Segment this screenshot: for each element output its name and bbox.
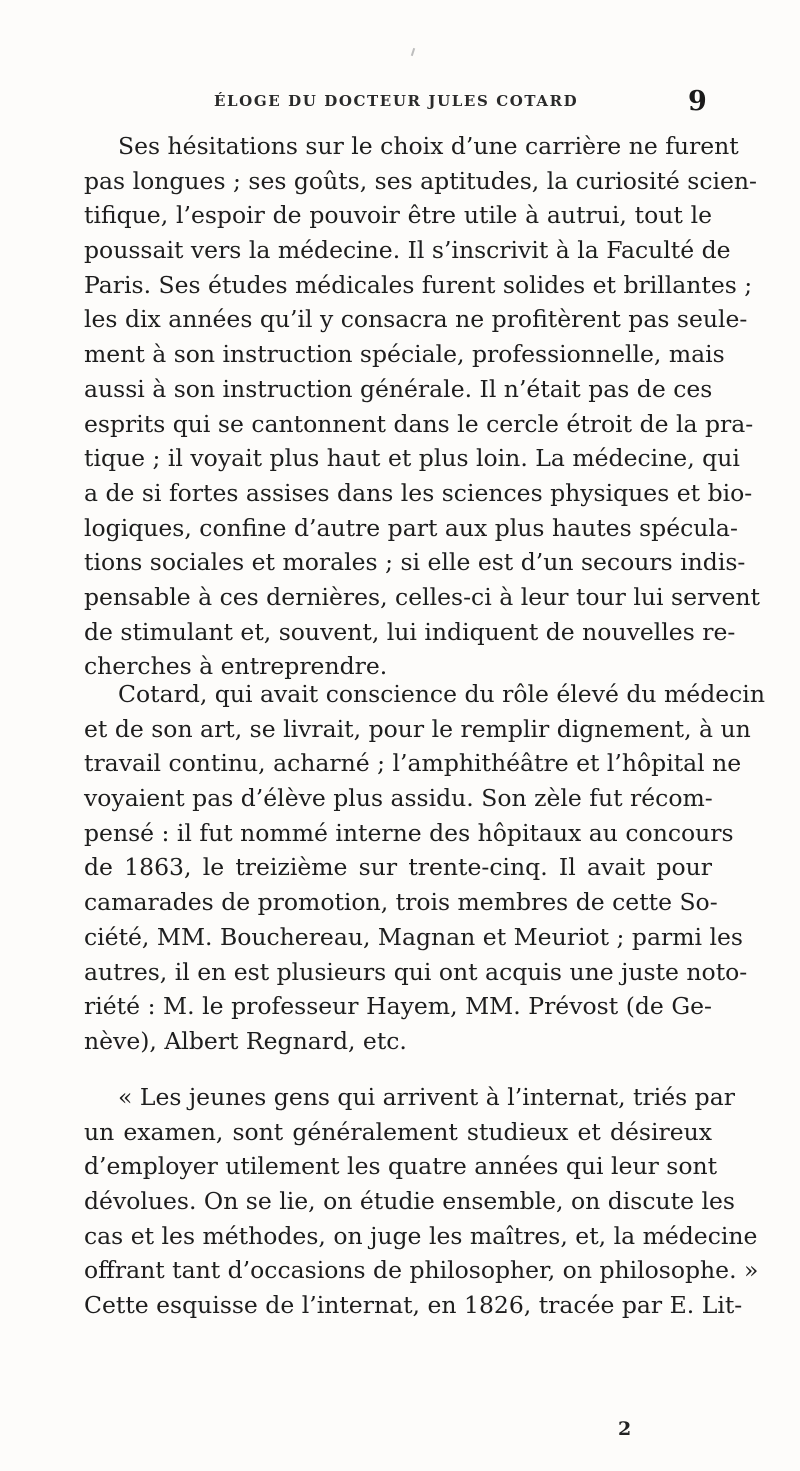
- text-line: logiques, confine d’autre part aux plus hautes spécula-: [84, 513, 738, 542]
- text-line: dévolues. On se lie, on étudie ensemble, on discute les: [84, 1187, 735, 1216]
- paragraph-3: [84, 1080, 759, 1323]
- running-title: ÉLOGE DU DOCTEUR JULES COTARD: [214, 92, 579, 110]
- text-line: Paris. Ses études médicales furent solides et brillantes ;: [84, 270, 753, 299]
- text-line: esprits qui se cantonnent dans le cercle étroit de la pra-: [84, 409, 754, 438]
- text-line: pas longues ; ses goûts, ses aptitudes, la curiosité scien-: [84, 166, 757, 195]
- text-line: les dix années qu’il y consacra ne profitèrent pas seule-: [84, 305, 748, 334]
- text-line: tions sociales et morales ; si elle est d’un secours indis-: [84, 548, 746, 577]
- text-line: cas et les méthodes, on juge les maîtres, et, la médecine: [84, 1221, 758, 1250]
- text-line: et de son art, se livrait, pour le remplir dignement, à un: [84, 714, 751, 743]
- text-line: nève), Albert Regnard, etc.: [84, 1026, 407, 1055]
- paragraph-2: [84, 677, 765, 1059]
- text-line: un examen, sont généralement studieux et désireux: [84, 1117, 712, 1146]
- signature-mark: 2: [618, 1418, 632, 1440]
- text-line: autres, il en est plusieurs qui ont acquis une juste noto-: [84, 957, 748, 986]
- text-line: Cotard, qui avait conscience du rôle élevé du médecin: [118, 680, 765, 708]
- text-line: Ses hésitations sur le choix d’une carrière ne furent: [118, 132, 739, 160]
- paragraph-1: [84, 129, 760, 684]
- text-line: camarades de promotion, trois membres de cette So-: [84, 888, 718, 917]
- text-line: tifique, l’espoir de pouvoir être utile à autrui, tout le: [84, 201, 712, 230]
- text-line: pensable à ces dernières, celles-ci à leur tour lui servent: [84, 582, 760, 611]
- text-line: de 1863, le treizième sur trente-cinq. Il avait pour: [84, 853, 712, 882]
- text-line: ciété, MM. Bouchereau, Magnan et Meuriot ; parmi les: [84, 922, 743, 951]
- text-line: voyaient pas d’élève plus assidu. Son zèle fut récom-: [84, 784, 713, 813]
- text-line: a de si fortes assises dans les sciences physiques et bio-: [84, 478, 753, 507]
- text-line: tique ; il voyait plus haut et plus loin. La médecine, qui: [84, 444, 740, 473]
- text-line: cherches à entreprendre.: [84, 652, 388, 681]
- text-line: « Les jeunes gens qui arrivent à l’internat, triés par: [118, 1083, 735, 1111]
- text-line: poussait vers la médecine. Il s’inscrivit à la Faculté de: [84, 236, 731, 265]
- text-line: ment à son instruction spéciale, professionnelle, mais: [84, 340, 725, 369]
- text-line: pensé : il fut nommé interne des hôpitaux au concours: [84, 818, 734, 847]
- running-head: [0, 88, 800, 118]
- text-line: d’employer utilement les quatre années qui leur sont: [84, 1152, 718, 1181]
- paper-speck: [411, 48, 415, 56]
- text-line: riété : M. le professeur Hayem, MM. Prévost (de Ge-: [84, 992, 712, 1021]
- text-line: aussi à son instruction générale. Il n’était pas de ces: [84, 374, 713, 403]
- text-line: Cette esquisse de l’internat, en 1826, tracée par E. Lit-: [84, 1291, 743, 1320]
- page-number: 9: [688, 86, 707, 117]
- text-line: de stimulant et, souvent, lui indiquent de nouvelles re-: [84, 617, 736, 646]
- text-line: travail continu, acharné ; l’amphithéâtre et l’hôpital ne: [84, 749, 742, 778]
- text-line: offrant tant d’occasions de philosopher, on philosophe. »: [84, 1256, 759, 1285]
